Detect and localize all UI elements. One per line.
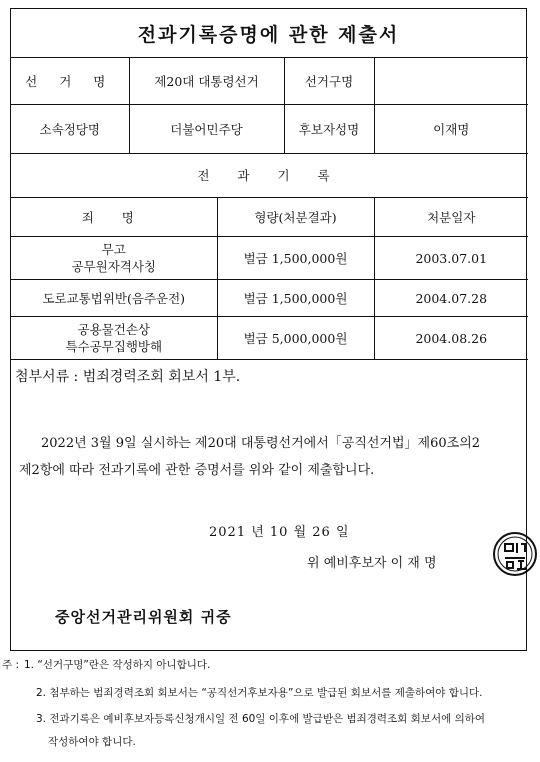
candidate-label: 후보자성명 bbox=[284, 105, 374, 154]
record-header-row bbox=[11, 154, 528, 198]
crime-cell bbox=[11, 237, 217, 280]
seal-stamp-icon bbox=[491, 530, 539, 578]
penalty-cell: 벌금 1,500,000원 bbox=[217, 237, 374, 280]
date-cell: 2004.07.28 bbox=[374, 280, 528, 317]
attachment-line: 첨부서류 : 범죄경력조회 회보서 1부. bbox=[15, 369, 241, 385]
record-row bbox=[11, 317, 528, 360]
recipient: 중앙선거관리위원회 귀중 bbox=[55, 608, 232, 626]
crime-line-2: 공무원자격사칭 bbox=[71, 259, 157, 274]
district-value bbox=[374, 58, 528, 105]
district-label: 선거구명 bbox=[284, 58, 374, 105]
form-title: 전과기록증명에 관한 제출서 bbox=[11, 9, 526, 58]
party-value: 더불어민주당 bbox=[129, 105, 284, 154]
crime-cell bbox=[11, 317, 217, 360]
crime-cell bbox=[11, 280, 217, 317]
candidate-value: 이재명 bbox=[374, 105, 528, 154]
statement-line-2: 제2항에 따라 전과기록에 관한 증명서를 위와 같이 제출합니다. bbox=[19, 463, 375, 478]
penalty-cell: 벌금 5,000,000원 bbox=[217, 317, 374, 360]
note-3: 3. 전과기록은 예비후보자등록신청개시일 전 60일 이후에 발급받은 범죄경력조회 회보서에 의하여 bbox=[36, 713, 485, 725]
form-table bbox=[11, 57, 528, 360]
note-3-cont: 작성하여야 합니다. bbox=[48, 736, 136, 748]
submission-date: 2021 년 10 월 26 일 bbox=[209, 525, 350, 540]
crime-column-header: 죄 명 bbox=[11, 198, 217, 237]
record-row bbox=[11, 237, 528, 280]
penalty-cell: 벌금 1,500,000원 bbox=[217, 280, 374, 317]
party-label: 소속정당명 bbox=[11, 105, 129, 154]
note-2: 2. 첨부하는 범죄경력조회 회보서는 “공직선거후보자용”으로 발급된 회보서를 제출하여야 합니다. bbox=[36, 687, 483, 699]
crime-line-1: 무고 bbox=[101, 242, 126, 257]
date-cell: 2004.08.26 bbox=[374, 317, 528, 360]
note-1: 1. “선거구명”란은 작성하지 아니합니다. bbox=[24, 659, 211, 671]
party-row bbox=[11, 105, 528, 154]
election-name-label: 선 거 명 bbox=[11, 58, 129, 105]
election-name-value: 제20대 대통령선거 bbox=[129, 58, 284, 105]
crime-line-1: 도로교통법위반(음주운전) bbox=[42, 290, 186, 306]
date-column-header: 처분일자 bbox=[374, 198, 528, 237]
penalty-column-header: 형량(처분결과) bbox=[217, 198, 374, 237]
election-row bbox=[11, 58, 528, 105]
notes-prefix: 주 : bbox=[2, 659, 20, 671]
record-columns-row bbox=[11, 198, 528, 237]
statement-line-1: 2022년 3월 9일 실시하는 제20대 대통령선거에서「공직선거법」제60조의2 bbox=[41, 436, 481, 451]
record-header: 전 과 기 록 bbox=[11, 154, 528, 198]
statement-body bbox=[19, 430, 518, 484]
crime-line-2: 특수공무집행방해 bbox=[65, 339, 163, 354]
crime-line-1: 공용물건손상 bbox=[77, 322, 150, 337]
signature-line: 위 예비후보자 이 재 명 bbox=[307, 556, 437, 571]
date-cell: 2003.07.01 bbox=[374, 237, 528, 280]
record-row bbox=[11, 280, 528, 317]
submission-form bbox=[10, 8, 527, 651]
